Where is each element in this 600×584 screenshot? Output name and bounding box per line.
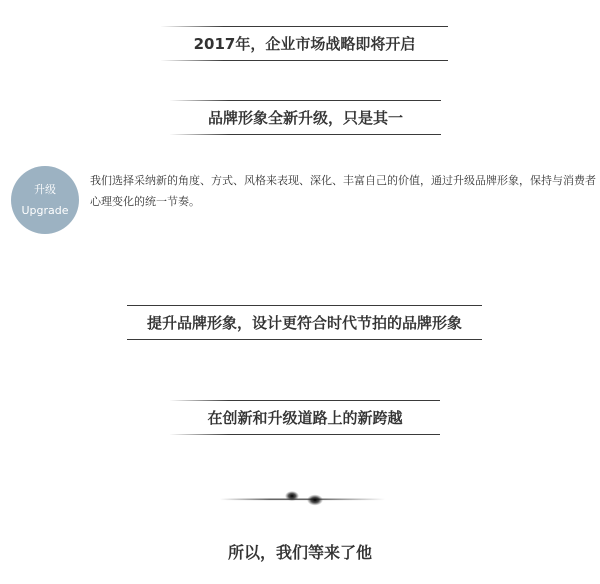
badge-label-en: Upgrade [21, 204, 69, 217]
upgrade-badge [11, 166, 79, 234]
ink-divider-icon [220, 488, 385, 512]
heading-strategy [161, 26, 448, 61]
closing-text: 所以，我们等来了他 [227, 543, 372, 562]
heading-brand-image [127, 305, 482, 340]
heading-strategy-text: 2017年，企业市场战略即将开启 [193, 35, 416, 53]
badge-label-cn: 升级 [34, 183, 56, 196]
heading-innovation-text: 在创新和升级道路上的新跨越 [207, 409, 403, 427]
heading-brand-upgrade [170, 100, 441, 135]
heading-brand-upgrade-text: 品牌形象全新升级，只是其一 [207, 109, 403, 127]
heading-innovation [170, 400, 440, 435]
upgrade-description: 我们选择采纳新的角度、方式、风格来表现、深化、丰富自己的价值，通过升级品牌形象，保持与消费者心理变化的统一节奏。 [90, 174, 596, 208]
heading-brand-image-text: 提升品牌形象，设计更符合时代节拍的品牌形象 [146, 314, 462, 332]
